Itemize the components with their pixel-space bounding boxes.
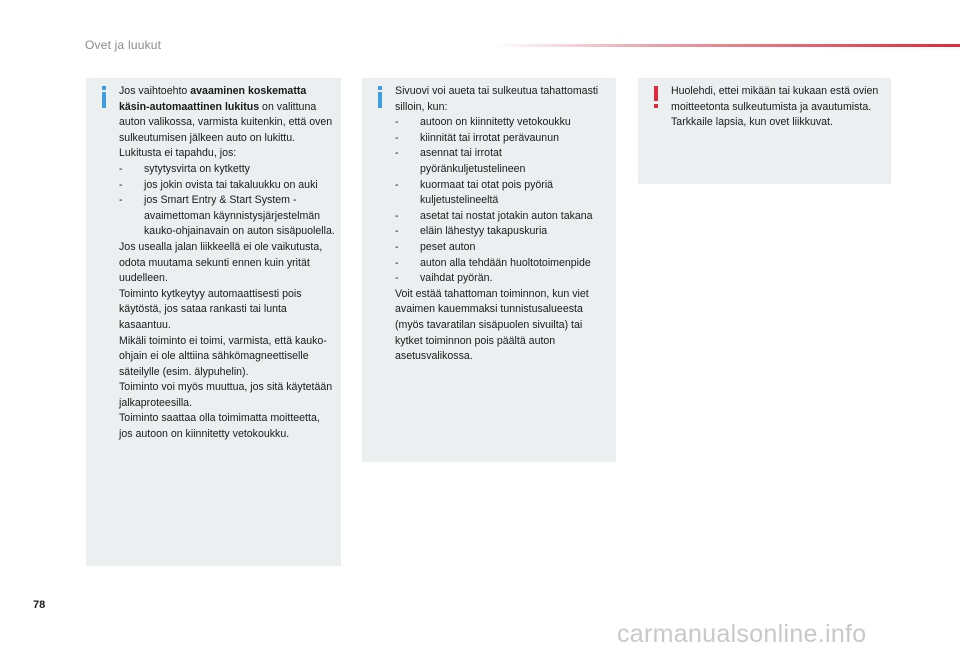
watermark: carmanualsonline.info [617, 620, 867, 648]
intro-text-end: on valittuna auton valikossa, varmista kuitenkin, että oven sulkeutumisen jälkeen auto on lukittu. [119, 100, 333, 144]
paragraph: Toiminto saattaa olla toimimatta moitteetta, jos autoon on kiinnitetty vetokoukku. [119, 412, 320, 441]
paragraph: Toiminto kytkeytyy automaattisesti pois käytöstä, jos sataa rankasti tai lunta kasaantuu. [119, 287, 302, 331]
info-icon [97, 86, 111, 108]
list-item: - vaihdat pyörän. [395, 272, 493, 285]
info-box-text [119, 84, 335, 443]
list-item: - autoon on kiinnitetty vetokoukku [395, 116, 571, 129]
list-item: - asetat tai nostat jotakin auton takana [395, 209, 593, 222]
list-item: - jos Smart Entry & Start System -avaimettoman käynnistysjärjestelmän kauko-ohjainavain on auton sisäpuolella. [119, 194, 335, 238]
list-item: - asennat tai irrotat pyöränkuljetustelineen [395, 147, 526, 175]
list-title: Lukitusta ei tapahdu, jos: [119, 147, 237, 160]
paragraph: Mikäli toiminto ei toimi, varmista, että kauko-ohjain ei ole alttiina sähkömagneettiselle säteilylle (esim. älypuhelin). [119, 334, 327, 378]
info-box-sliding-door [362, 78, 616, 462]
header-accent-rule [495, 44, 960, 47]
intro-paragraph [119, 84, 335, 146]
paragraph: Tarkkaile lapsia, kun ovet liikkuvat. [671, 116, 833, 129]
paragraph: Jos usealla jalan liikkeellä ei ole vaikutusta, odota muutama sekunti ennen kuin yrität uudelleen. [119, 240, 323, 285]
list-item: - sytytysvirta on kytketty [119, 162, 250, 175]
intro-bold-text: avaaminen koskematta käsin-automaattinen lukitus [119, 85, 307, 113]
list-item: - jos jokin ovista tai takaluukku on auki [119, 178, 318, 191]
outro-paragraph: Voit estää tahattoman toiminnon, kun viet avaimen kauemmaksi tunnistusalueesta (myös tavaratilan sisäpuolen sivuilta) tai kytket toiminnon pois päältä auton asetusvalikossa. [395, 287, 589, 363]
intro-paragraph: Sivuovi voi aueta tai sulkeutua tahattomasti silloin, kun: [395, 85, 599, 113]
paragraph: Toiminto voi myös muuttua, jos sitä käytetään jalkaproteesilla. [119, 381, 333, 409]
intro-text: Jos vaihtoehto [119, 85, 191, 97]
list-item: - peset auton [395, 240, 476, 253]
warning-box [638, 78, 891, 184]
page-number: 78 [33, 599, 46, 611]
list-item: - auton alla tehdään huoltotoimenpide [395, 256, 591, 269]
warning-icon [649, 86, 663, 108]
list-item: - eläin lähestyy takapuskuria [395, 225, 548, 238]
paragraph: Huolehdi, ettei mikään tai kukaan estä ovien moitteetonta sulkeutumista ja avautumista. [671, 85, 879, 113]
info-box-hands-free-locking [86, 78, 341, 566]
list-item: - kiinnität tai irrotat perävaunun [395, 131, 559, 144]
warning-box-text [671, 84, 885, 131]
info-icon [373, 86, 387, 108]
list-item: - kuormaat tai otat pois pyöriä kuljetustelineeltä [395, 178, 554, 207]
page-header-title: Ovet ja luukut [85, 38, 162, 52]
info-box-text [395, 84, 610, 365]
